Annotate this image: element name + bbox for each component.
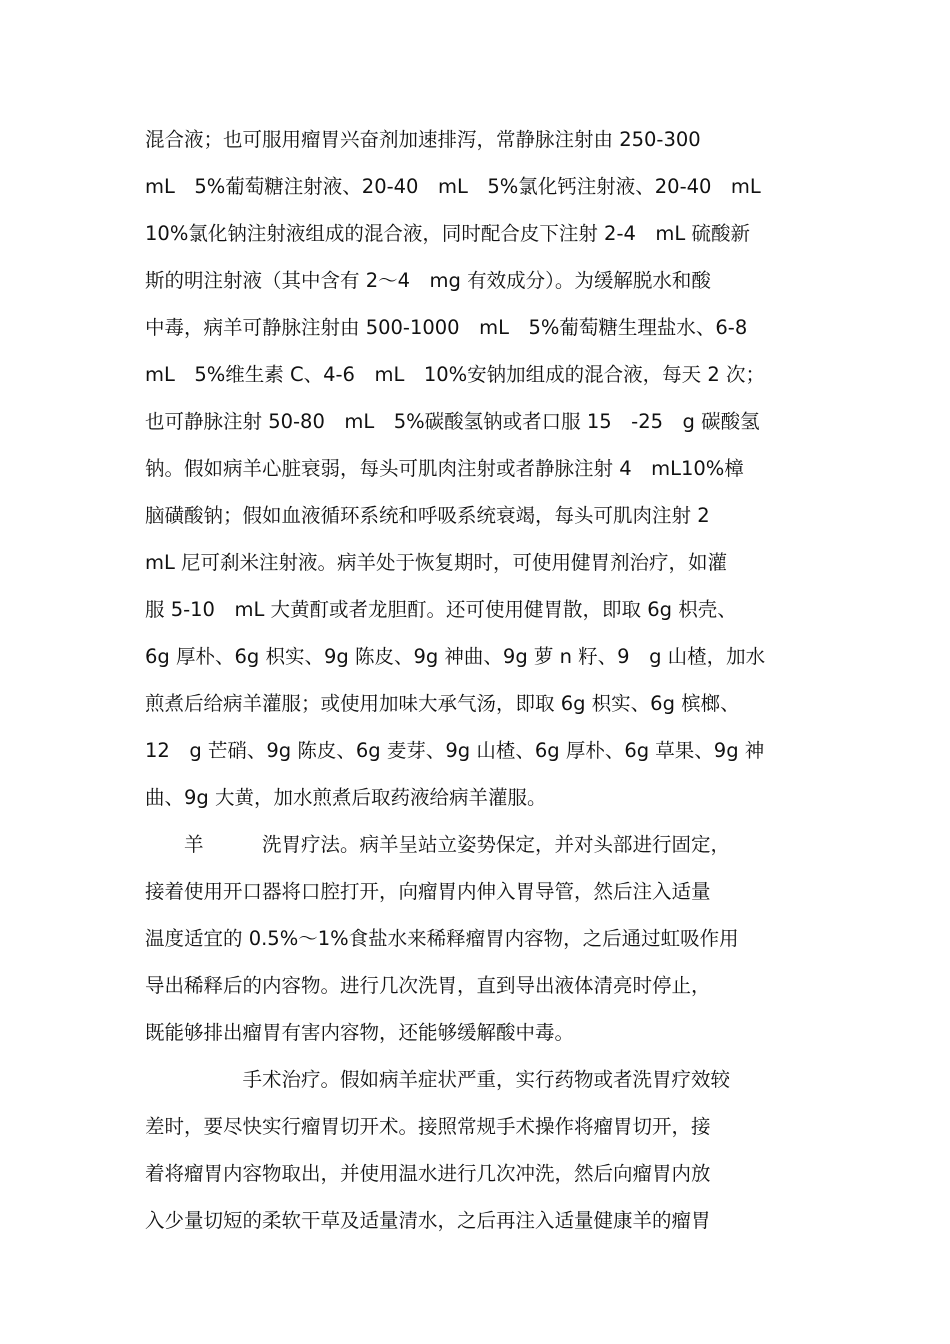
- text-line: 入少量切短的柔软干草及适量清水，之后再注入适量健康羊的瘤胃: [145, 1209, 711, 1232]
- text-line: mL 尼可刹米注射液。病羊处于恢复期时，可使用健胃剂治疗，如灌: [145, 551, 728, 574]
- text-line: 导出稀释后的内容物。进行几次洗胃，直到导出液体清亮时停止，: [145, 974, 711, 997]
- text-line: 着将瘤胃内容物取出，并使用温水进行几次冲洗，然后向瘤胃内放: [145, 1162, 711, 1185]
- text-line: 混合液；也可服用瘤胃兴奋剂加速排泻，常静脉注射由 250-300: [145, 128, 701, 151]
- text-line: 也可静脉注射 50-80 mL 5%碳酸氢钠或者口服 15 -25 g 碳酸氢: [145, 410, 760, 433]
- text-line: 差时，要尽快实行瘤胃切开术。接照常规手术操作将瘤胃切开，接: [145, 1115, 711, 1138]
- text-line: mL 5%维生素 C、4-6 mL 10%安钠加组成的混合液，每天 2 次；: [145, 363, 765, 386]
- text-line: 温度适宜的 0.5%～1%食盐水来稀释瘤胃内容物，之后通过虹吸作用: [145, 927, 739, 950]
- text-line: 6g 厚朴、6g 枳实、9g 陈皮、9g 神曲、9g 萝 n 籽、9 g 山楂，加水: [145, 645, 766, 668]
- text-line: 脑磺酸钠；假如血液循环系统和呼吸系统衰竭，每头可肌肉注射 2: [145, 504, 710, 527]
- text-line: 12 g 芒硝、9g 陈皮、6g 麦芽、9g 山楂、6g 厚朴、6g 草果、9g 神: [145, 739, 765, 762]
- text-line: 既能够排出瘤胃有害内容物，还能够缓解酸中毒。: [145, 1021, 575, 1044]
- body-text: [145, 116, 845, 1244]
- text-line: 10%氯化钠注射液组成的混合液，同时配合皮下注射 2-4 mL 硫酸新: [145, 222, 750, 245]
- text-line: 钠。假如病羊心脏衰弱，每头可肌肉注射或者静脉注射 4 mL10%樟: [145, 457, 744, 480]
- text-line: 煎煮后给病羊灌服；或使用加味大承气汤，即取 6g 枳实、6g 槟榔、: [145, 692, 740, 715]
- text-line: 羊 洗胃疗法。病羊呈站立姿势保定，并对头部进行固定，: [145, 833, 731, 856]
- text-line: 中毒，病羊可静脉注射由 500-1000 mL 5%葡萄糖生理盐水、6-8: [145, 316, 748, 339]
- text-line: mL 5%葡萄糖注射液、20-40 mL 5%氯化钙注射液、20-40 mL: [145, 175, 761, 198]
- text-line: 曲、9g 大黄，加水煎煮后取药液给病羊灌服。: [145, 786, 547, 809]
- text-line: 斯的明注射液（其中含有 2～4 mg 有效成分）。为缓解脱水和酸: [145, 269, 711, 292]
- text-line: 服 5-10 mL 大黄酊或者龙胆酊。还可使用健胃散，即取 6g 枳壳、: [145, 598, 737, 621]
- text-line: 接着使用开口器将口腔打开，向瘤胃内伸入胃导管，然后注入适量: [145, 880, 711, 903]
- text-line: 手术治疗。假如病羊症状严重，实行药物或者洗胃疗效较: [145, 1068, 731, 1091]
